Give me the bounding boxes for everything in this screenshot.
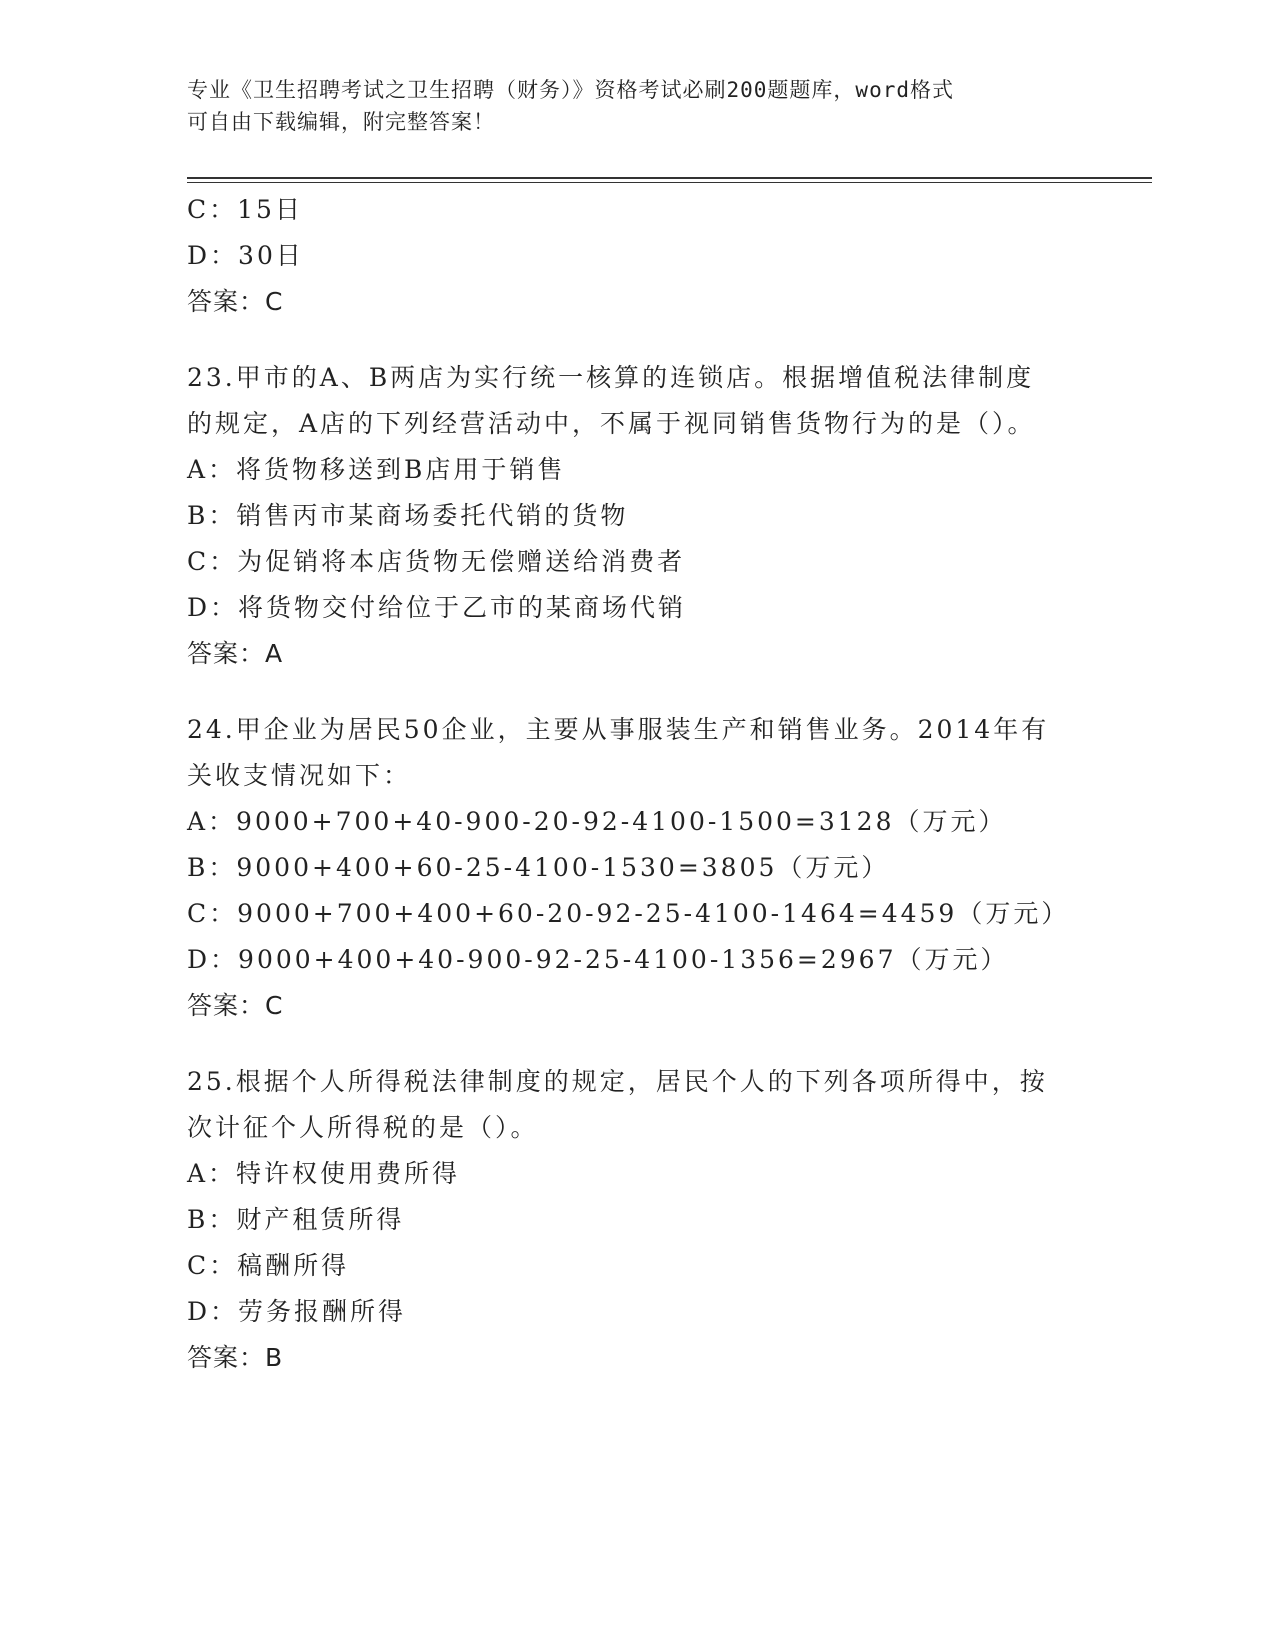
option-b: B：销售丙市某商场委托代销的货物 (187, 501, 629, 530)
header-subtitle-line: 可自由下载编辑，附完整答案！ (187, 110, 495, 134)
header-divider-thin (187, 182, 1152, 183)
question-stem-line: 关收支情况如下： (187, 761, 412, 790)
option-a: A：将货物移送到B店用于销售 (187, 455, 566, 484)
question-stem-line: 24.甲企业为居民50企业，主要从事服装生产和销售业务。2014年有 (187, 715, 1050, 744)
option-a: A：9000+700+40-900-20-92-4100-1500=3128（万元） (187, 807, 1007, 836)
option-c: C：为促销将本店货物无偿赠送给消费者 (187, 547, 686, 576)
question-stem-line: 23.甲市的A、B两店为实行统一核算的连锁店。根据增值税法律制度 (187, 363, 1035, 392)
option-d: D：9000+400+40-900-92-25-4100-1356=2967（万元） (187, 945, 1009, 974)
option-d: D：30日 (187, 241, 304, 270)
option-c: C：稿酬所得 (187, 1251, 350, 1280)
header-title-line: 专业《卫生招聘考试之卫生招聘（财务）》资格考试必刷200题题库，word格式 (187, 78, 954, 102)
answer-line: 答案：B (187, 1343, 284, 1372)
option-c: C：15日 (187, 195, 303, 224)
question-block-23 (187, 355, 1087, 677)
question-stem-line: 25.根据个人所得税法律制度的规定，居民个人的下列各项所得中，按 (187, 1067, 1048, 1096)
page-header (187, 74, 1067, 138)
question-list (187, 187, 1087, 1381)
question-block-24 (187, 707, 1087, 1029)
option-d: D：将货物交付给位于乙市的某商场代销 (187, 593, 687, 622)
option-b: B：9000+400+60-25-4100-1530=3805（万元） (187, 853, 890, 882)
option-d: D：劳务报酬所得 (187, 1297, 407, 1326)
answer-line: 答案：C (187, 991, 284, 1020)
question-stem-line: 次计征个人所得税的是（）。 (187, 1113, 539, 1142)
option-b: B：财产租赁所得 (187, 1205, 405, 1234)
question-block-25 (187, 1059, 1087, 1381)
question-stem-line: 的规定，A店的下列经营活动中，不属于视同销售货物行为的是（）。 (187, 409, 1036, 438)
option-c: C：9000+700+400+60-20-92-25-4100-1464=4459（万元） (187, 899, 1070, 928)
question-block-22-continued (187, 187, 1087, 325)
answer-line: 答案：C (187, 287, 284, 316)
answer-line: 答案：A (187, 639, 284, 668)
option-a: A：特许权使用费所得 (187, 1159, 461, 1188)
header-divider (187, 177, 1152, 179)
